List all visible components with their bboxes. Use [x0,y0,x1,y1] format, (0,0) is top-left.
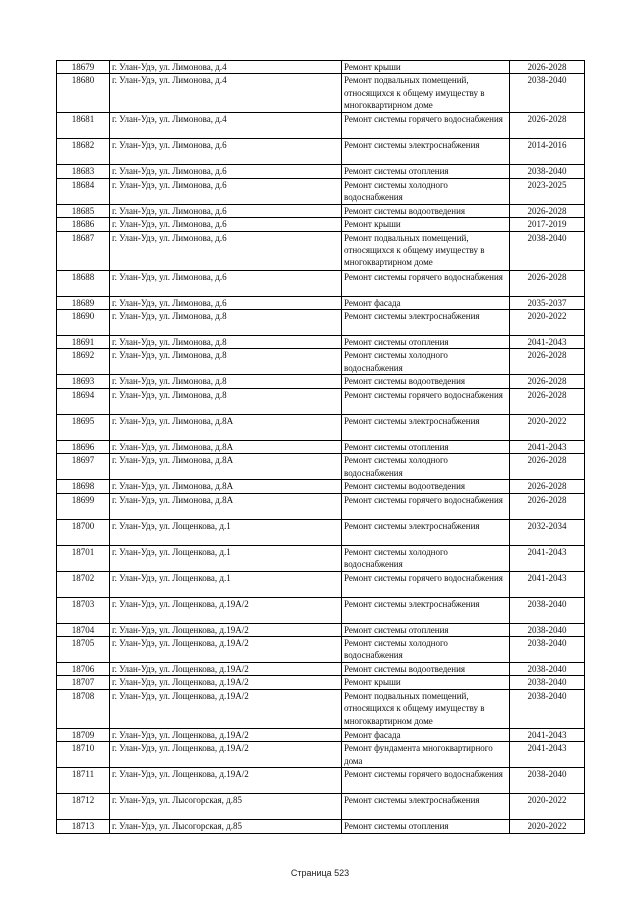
table-row [57,440,585,453]
address-cell: г. Улан-Удэ, ул. Лощенкова, д.19А/2 [110,597,342,623]
address-cell: г. Улан-Удэ, ул. Лощенкова, д.19А/2 [110,663,342,676]
period-cell: 2041-2043 [510,728,585,741]
table-row [57,113,585,139]
row-number: 18699 [57,493,110,519]
period-cell: 2026-2028 [510,375,585,388]
address-cell: г. Улан-Удэ, ул. Лимонова, д.4 [110,113,342,139]
row-number: 18686 [57,218,110,231]
row-number: 18708 [57,689,110,728]
repair-schedule-table [56,60,585,834]
work-type-cell: Ремонт системы электроснабжения [342,597,510,623]
row-number: 18700 [57,519,110,545]
work-type-cell: Ремонт системы электроснабжения [342,310,510,336]
address-cell: г. Улан-Удэ, ул. Лощенкова, д.1 [110,519,342,545]
address-cell: г. Улан-Удэ, ул. Лимонова, д.8А [110,440,342,453]
table-row [57,139,585,165]
work-type-cell: Ремонт системы горячего водоснабжения [342,113,510,139]
work-type-cell: Ремонт системы холодного водоснабжения [342,454,510,480]
work-type-cell: Ремонт системы отопления [342,623,510,636]
row-number: 18710 [57,742,110,768]
work-type-cell: Ремонт системы электроснабжения [342,139,510,165]
row-number: 18702 [57,571,110,597]
row-number: 18694 [57,388,110,414]
address-cell: г. Улан-Удэ, ул. Лощенкова, д.19А/2 [110,623,342,636]
row-number: 18687 [57,231,110,270]
row-number: 18701 [57,545,110,571]
row-number: 18692 [57,349,110,375]
period-cell: 2017-2019 [510,218,585,231]
address-cell: г. Улан-Удэ, ул. Лимонова, д.8 [110,310,342,336]
address-cell: г. Улан-Удэ, ул. Лимонова, д.6 [110,218,342,231]
table-row [57,689,585,728]
table-row [57,310,585,336]
table-row [57,742,585,768]
work-type-cell: Ремонт системы холодного водоснабжения [342,349,510,375]
table-row [57,597,585,623]
address-cell: г. Улан-Удэ, ул. Лощенкова, д.19А/2 [110,742,342,768]
address-cell: г. Улан-Удэ, ул. Лимонова, д.8 [110,375,342,388]
period-cell: 2038-2040 [510,74,585,113]
table-row [57,204,585,217]
address-cell: г. Улан-Удэ, ул. Лысогорская, д.85 [110,794,342,820]
row-number: 18690 [57,310,110,336]
work-type-cell: Ремонт системы водоотведения [342,375,510,388]
work-type-cell: Ремонт системы горячего водоснабжения [342,388,510,414]
period-cell: 2023-2025 [510,178,585,204]
address-cell: г. Улан-Удэ, ул. Лимонова, д.6 [110,139,342,165]
period-cell: 2038-2040 [510,231,585,270]
work-type-cell: Ремонт системы отопления [342,820,510,833]
row-number: 18697 [57,454,110,480]
address-cell: г. Улан-Удэ, ул. Лимонова, д.6 [110,204,342,217]
table-row [57,676,585,689]
work-type-cell: Ремонт системы электроснабжения [342,519,510,545]
address-cell: г. Улан-Удэ, ул. Лимонова, д.8А [110,480,342,493]
period-cell: 2041-2043 [510,742,585,768]
work-type-cell: Ремонт крыши [342,218,510,231]
row-number: 18709 [57,728,110,741]
work-type-cell: Ремонт крыши [342,676,510,689]
work-type-cell: Ремонт подвальных помещений, относящихся к общему имуществу в многоквартирном доме [342,689,510,728]
address-cell: г. Улан-Удэ, ул. Лимонова, д.8А [110,414,342,440]
row-number: 18695 [57,414,110,440]
table-row [57,480,585,493]
work-type-cell: Ремонт системы электроснабжения [342,414,510,440]
work-type-cell: Ремонт системы горячего водоснабжения [342,571,510,597]
work-type-cell: Ремонт системы горячего водоснабжения [342,270,510,296]
work-type-cell: Ремонт системы водоотведения [342,204,510,217]
row-number: 18698 [57,480,110,493]
table-row [57,296,585,309]
table-row [57,375,585,388]
work-type-cell: Ремонт подвальных помещений, относящихся к общему имуществу в многоквартирном доме [342,231,510,270]
period-cell: 2020-2022 [510,794,585,820]
period-cell: 2020-2022 [510,414,585,440]
table-row [57,336,585,349]
period-cell: 2035-2037 [510,296,585,309]
row-number: 18679 [57,61,110,74]
row-number: 18680 [57,74,110,113]
period-cell: 2038-2040 [510,663,585,676]
address-cell: г. Улан-Удэ, ул. Лимонова, д.6 [110,270,342,296]
period-cell: 2026-2028 [510,113,585,139]
row-number: 18707 [57,676,110,689]
period-cell: 2038-2040 [510,597,585,623]
period-cell: 2014-2016 [510,139,585,165]
address-cell: г. Улан-Удэ, ул. Лимонова, д.8 [110,349,342,375]
row-number: 18706 [57,663,110,676]
row-number: 18682 [57,139,110,165]
period-cell: 2038-2040 [510,768,585,794]
work-type-cell: Ремонт системы водоотведения [342,663,510,676]
address-cell: г. Улан-Удэ, ул. Лимонова, д.6 [110,296,342,309]
address-cell: г. Улан-Удэ, ул. Лимонова, д.8 [110,388,342,414]
row-number: 18689 [57,296,110,309]
address-cell: г. Улан-Удэ, ул. Лимонова, д.6 [110,165,342,178]
period-cell: 2038-2040 [510,623,585,636]
period-cell: 2020-2022 [510,820,585,833]
table-row [57,571,585,597]
table-row [57,545,585,571]
table-row [57,349,585,375]
row-number: 18685 [57,204,110,217]
address-cell: г. Улан-Удэ, ул. Лимонова, д.6 [110,231,342,270]
table-row [57,218,585,231]
table-row [57,794,585,820]
work-type-cell: Ремонт системы холодного водоснабжения [342,637,510,663]
address-cell: г. Улан-Удэ, ул. Лощенкова, д.1 [110,571,342,597]
table-row [57,231,585,270]
row-number: 18705 [57,637,110,663]
period-cell: 2026-2028 [510,493,585,519]
period-cell: 2026-2028 [510,61,585,74]
work-type-cell: Ремонт системы отопления [342,440,510,453]
table-row [57,820,585,833]
table-row [57,61,585,74]
address-cell: г. Улан-Удэ, ул. Лощенкова, д.19А/2 [110,689,342,728]
row-number: 18688 [57,270,110,296]
table-row [57,663,585,676]
work-type-cell: Ремонт фасада [342,296,510,309]
work-type-cell: Ремонт системы электроснабжения [342,794,510,820]
work-type-cell: Ремонт системы холодного водоснабжения [342,545,510,571]
period-cell: 2026-2028 [510,388,585,414]
period-cell: 2032-2034 [510,519,585,545]
row-number: 18704 [57,623,110,636]
address-cell: г. Улан-Удэ, ул. Лощенкова, д.1 [110,545,342,571]
work-type-cell: Ремонт фасада [342,728,510,741]
period-cell: 2041-2043 [510,545,585,571]
table-row [57,519,585,545]
table-row [57,388,585,414]
period-cell: 2026-2028 [510,454,585,480]
table-row [57,74,585,113]
table-row [57,165,585,178]
row-number: 18693 [57,375,110,388]
row-number: 18681 [57,113,110,139]
period-cell: 2038-2040 [510,676,585,689]
table-row [57,768,585,794]
work-type-cell: Ремонт системы горячего водоснабжения [342,493,510,519]
period-cell: 2038-2040 [510,165,585,178]
period-cell: 2026-2028 [510,270,585,296]
period-cell: 2041-2043 [510,440,585,453]
work-type-cell: Ремонт крыши [342,61,510,74]
period-cell: 2026-2028 [510,480,585,493]
period-cell: 2038-2040 [510,637,585,663]
row-number: 18684 [57,178,110,204]
address-cell: г. Улан-Удэ, ул. Лимонова, д.8 [110,336,342,349]
row-number: 18696 [57,440,110,453]
row-number: 18712 [57,794,110,820]
row-number: 18691 [57,336,110,349]
period-cell: 2041-2043 [510,571,585,597]
address-cell: г. Улан-Удэ, ул. Лимонова, д.8А [110,454,342,480]
period-cell: 2020-2022 [510,310,585,336]
row-number: 18683 [57,165,110,178]
row-number: 18703 [57,597,110,623]
table-row [57,623,585,636]
table-row [57,728,585,741]
address-cell: г. Улан-Удэ, ул. Лощенкова, д.19А/2 [110,768,342,794]
period-cell: 2041-2043 [510,336,585,349]
row-number: 18711 [57,768,110,794]
table-row [57,493,585,519]
row-number: 18713 [57,820,110,833]
address-cell: г. Улан-Удэ, ул. Лимонова, д.8А [110,493,342,519]
work-type-cell: Ремонт системы отопления [342,165,510,178]
table-row [57,637,585,663]
address-cell: г. Улан-Удэ, ул. Лимонова, д.6 [110,178,342,204]
address-cell: г. Улан-Удэ, ул. Лощенкова, д.19А/2 [110,676,342,689]
work-type-cell: Ремонт системы горячего водоснабжения [342,768,510,794]
address-cell: г. Улан-Удэ, ул. Лимонова, д.4 [110,61,342,74]
period-cell: 2038-2040 [510,689,585,728]
table-row [57,270,585,296]
table-row [57,454,585,480]
period-cell: 2026-2028 [510,349,585,375]
period-cell: 2026-2028 [510,204,585,217]
work-type-cell: Ремонт подвальных помещений, относящихся к общему имуществу в многоквартирном доме [342,74,510,113]
address-cell: г. Улан-Удэ, ул. Лимонова, д.4 [110,74,342,113]
address-cell: г. Улан-Удэ, ул. Лощенкова, д.19А/2 [110,637,342,663]
work-type-cell: Ремонт системы отопления [342,336,510,349]
address-cell: г. Улан-Удэ, ул. Лысогорская, д.85 [110,820,342,833]
work-type-cell: Ремонт системы холодного водоснабжения [342,178,510,204]
work-type-cell: Ремонт фундамента многоквартирного дома [342,742,510,768]
address-cell: г. Улан-Удэ, ул. Лощенкова, д.19А/2 [110,728,342,741]
page-number-footer: Страница 523 [290,868,350,878]
table-row [57,414,585,440]
table-row [57,178,585,204]
work-type-cell: Ремонт системы водоотведения [342,480,510,493]
